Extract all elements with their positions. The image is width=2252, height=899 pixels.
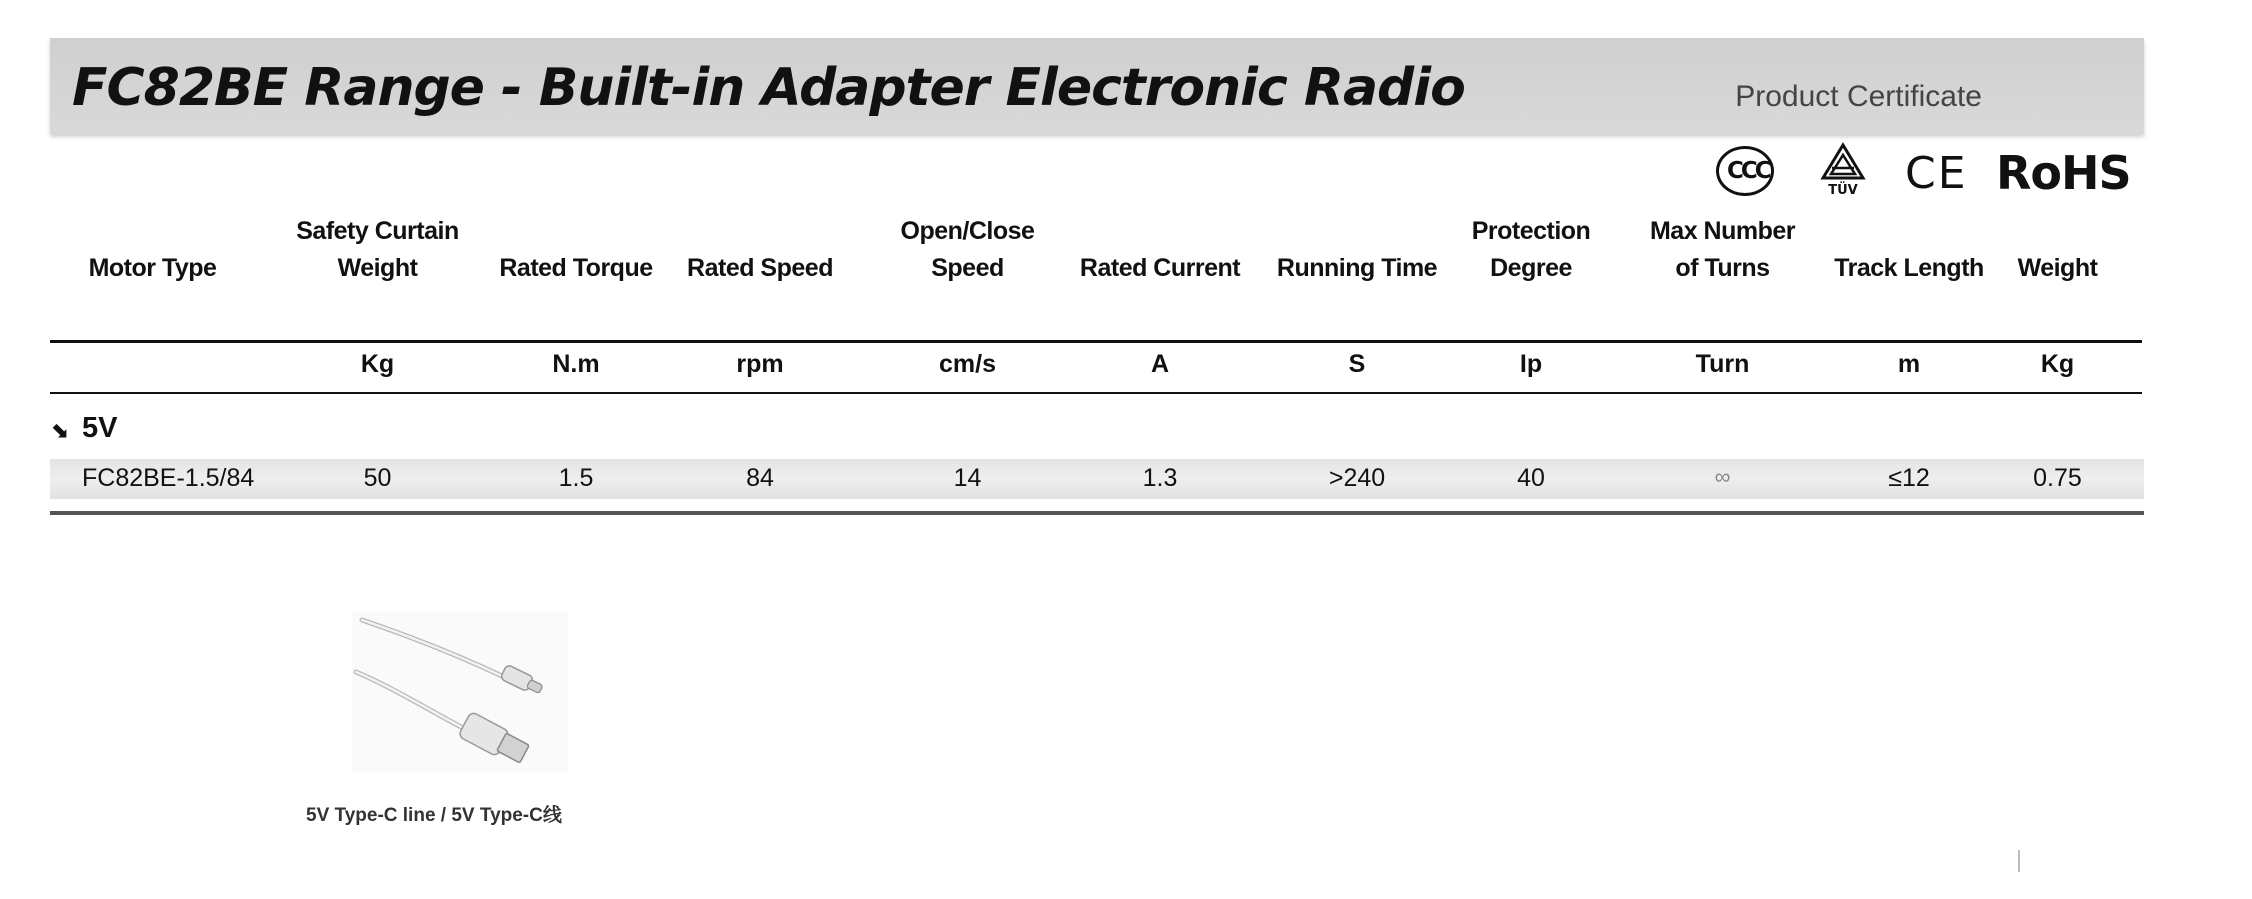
column-header-safety-curtain-weight: Safety Curtain Weight <box>296 217 459 282</box>
unit-safety-curtain-weight: Kg <box>360 350 395 378</box>
product-certificate-label: Product Certificate <box>1735 80 1982 113</box>
svg-text:TÜV: TÜV <box>1828 183 1858 198</box>
page-mark <box>2018 850 2020 872</box>
cell-motor-type: FC82BE-1.5/84 <box>82 464 255 492</box>
column-header-protection-degree: Protection Degree <box>1471 217 1591 282</box>
cell-open-close-speed: 14 <box>953 464 982 492</box>
arrow-icon: ⬊ <box>50 417 69 442</box>
cell-safety-curtain-weight: 50 <box>363 464 392 492</box>
column-header-rated-speed: Rated Speed <box>687 254 833 282</box>
rohs-certificate-icon: RoHS <box>1996 146 2131 200</box>
cell-track-length: ≤12 <box>1888 464 1930 492</box>
unit-weight: Kg <box>2040 350 2075 378</box>
column-header-rated-torque: Rated Torque <box>499 254 653 282</box>
cell-rated-torque: 1.5 <box>558 464 594 492</box>
usb-type-c-cable-image <box>352 612 568 772</box>
header-divider <box>50 340 2142 343</box>
cell-rated-current: 1.3 <box>1142 464 1178 492</box>
column-header-motor-type: Motor Type <box>88 254 217 282</box>
unit-running-time: S <box>1348 350 1366 378</box>
column-header-weight: Weight <box>2017 254 2098 282</box>
cable-caption: 5V Type-C line / 5V Type-C线 <box>306 805 562 826</box>
table-bottom-rule <box>50 511 2144 515</box>
column-header-running-time: Running Time <box>1276 254 1438 282</box>
section-label: 5V <box>82 412 118 444</box>
unit-divider <box>50 392 2142 394</box>
certificate-icons <box>1710 142 2131 204</box>
tuv-certificate-icon <box>1818 142 1868 198</box>
column-header-rated-current: Rated Current <box>1079 254 1241 282</box>
cell-weight: 0.75 <box>2033 464 2082 492</box>
section-5v <box>50 412 117 445</box>
unit-max-turns: Turn <box>1695 350 1750 378</box>
unit-rated-speed: rpm <box>736 350 784 378</box>
ce-certificate-icon: CE <box>1905 148 1968 199</box>
page-title: FC82BE Range - Built-in Adapter Electronic Radio <box>72 58 1465 118</box>
cell-rated-speed: 84 <box>746 464 774 492</box>
cell-protection-degree: 40 <box>1517 464 1545 492</box>
column-header-track-length: Track Length <box>1834 254 1984 282</box>
unit-rated-current: A <box>1150 350 1170 378</box>
ccc-certificate-icon: CCC <box>1716 146 1774 196</box>
cell-max-turns: ∞ <box>1714 464 1731 489</box>
column-header-open-close-speed: Open/Close Speed <box>900 217 1035 282</box>
unit-track-length: m <box>1897 350 1921 378</box>
unit-protection-degree: Ip <box>1519 350 1543 378</box>
unit-open-close-speed: cm/s <box>939 350 996 378</box>
title-bar <box>50 38 2144 134</box>
cell-running-time: >240 <box>1328 464 1386 492</box>
column-header-max-turns: Max Number of Turns <box>1649 217 1796 282</box>
unit-rated-torque: N.m <box>552 350 600 378</box>
